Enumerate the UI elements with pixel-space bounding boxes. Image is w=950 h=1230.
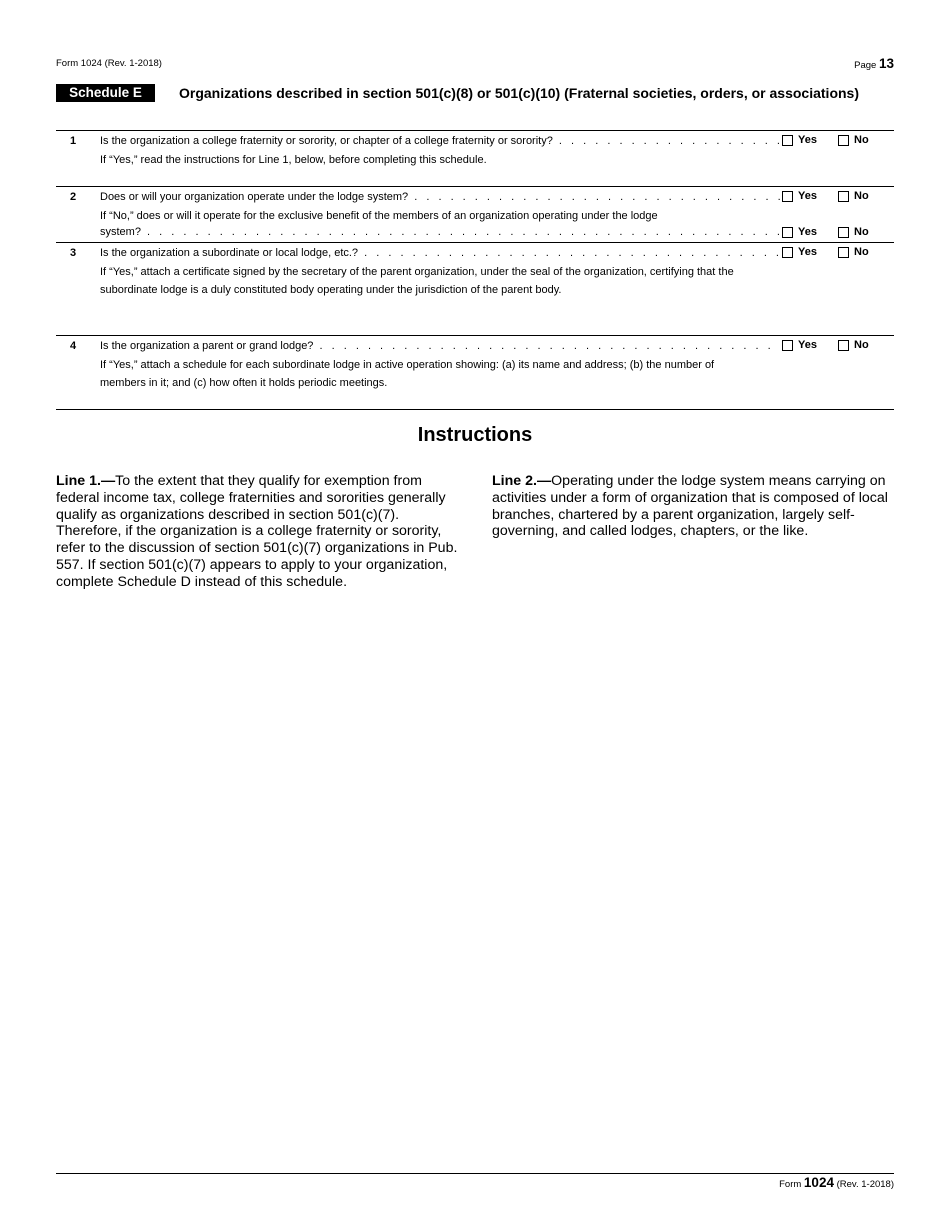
instruction-line-2 <box>492 473 894 540</box>
no-checkbox[interactable] <box>838 135 849 146</box>
yes-checkbox[interactable] <box>782 227 793 238</box>
question-number: 4 <box>70 340 77 352</box>
page-header <box>56 56 894 72</box>
yes-option[interactable]: Yes <box>782 246 817 258</box>
question-subtext: If “No,” does or will it operate for the exclusive benefit of the members of an organization operating under the lodge <box>100 210 658 222</box>
no-checkbox[interactable] <box>838 340 849 351</box>
footer-divider <box>56 1173 894 1174</box>
yes-option[interactable]: Yes <box>782 134 817 146</box>
instruction-heading: Line 1.— <box>56 473 116 489</box>
question-number: 2 <box>70 191 77 203</box>
instruction-line-1 <box>56 473 460 591</box>
question-3 <box>56 243 894 336</box>
question-text: Is the organization a subordinate or local lodge, etc.? . . . <box>100 246 780 260</box>
form-id: Form 1024 (Rev. 1-2018) <box>56 58 162 69</box>
yes-checkbox[interactable] <box>782 191 793 202</box>
schedule-badge: Schedule E <box>56 84 155 102</box>
instruction-heading: Line 2.— <box>492 473 552 489</box>
schedule-title: Organizations described in section 501(c)(8) or 501(c)(10) (Fraternal societies, orders, or associations) <box>179 85 859 101</box>
no-option-2[interactable]: No <box>838 226 869 238</box>
question-2 <box>56 187 894 243</box>
yes-checkbox[interactable] <box>782 135 793 146</box>
yes-option[interactable]: Yes <box>782 339 817 351</box>
question-note: If “Yes,” attach a certificate signed by the secretary of the parent organization, under the seal of the organization, certifying that the subordinate lodge is a duly constituted body operating under the jurisdiction of the parent body. <box>100 266 734 296</box>
page-number: Page 13 <box>854 56 894 71</box>
yes-checkbox[interactable] <box>782 340 793 351</box>
no-option[interactable]: No <box>838 339 869 351</box>
no-checkbox[interactable] <box>838 227 849 238</box>
instruction-body: To the extent that they qualify for exemption from federal income tax, college fraternities and sororities generally qualify as organizations described in section 501(c)(7). Therefore, if the organization is a college fraternity or sorority, refer to the discussion of section 501(c)(7) organizations in Pub. 557. If section 501(c)(7) appears to apply to your organization, complete Schedule D instead of this schedule. <box>56 473 458 590</box>
question-number: 1 <box>70 135 77 147</box>
page-footer: Form 1024 (Rev. 1-2018) <box>779 1175 894 1190</box>
question-text: Does or will your organization operate under the lodge system? . . . <box>100 190 780 204</box>
yes-checkbox[interactable] <box>782 247 793 258</box>
no-option[interactable]: No <box>838 246 869 258</box>
question-number: 3 <box>70 247 77 259</box>
instruction-body: Operating under the lodge system means carrying on activities under a form of organization that is composed of local branches, chartered by a parent organization, largely self-governing, and called lodges, chapters, or the like. <box>492 473 888 540</box>
yes-option[interactable]: Yes <box>782 190 817 202</box>
question-note: If “Yes,” read the instructions for Line 1, below, before completing this schedule. <box>100 154 487 166</box>
section-divider <box>56 409 894 410</box>
no-checkbox[interactable] <box>838 247 849 258</box>
no-option[interactable]: No <box>838 190 869 202</box>
question-subtext-cont: system? . . . <box>100 225 780 239</box>
question-text: Is the organization a parent or grand lodge? . . . <box>100 339 780 353</box>
yes-option-2[interactable]: Yes <box>782 226 817 238</box>
question-4 <box>56 336 894 409</box>
question-text: Is the organization a college fraternity or sorority, or chapter of a college fraternity or sorority? . . . <box>100 134 780 148</box>
schedule-header <box>56 84 894 131</box>
no-option[interactable]: No <box>838 134 869 146</box>
question-1 <box>56 131 894 187</box>
question-note: If “Yes,” attach a schedule for each subordinate lodge in active operation showing: (a) its name and address; (b) the number of members in it; and (c) how often it holds periodic meetings. <box>100 359 715 389</box>
instructions-title: Instructions <box>417 424 533 446</box>
no-checkbox[interactable] <box>838 191 849 202</box>
